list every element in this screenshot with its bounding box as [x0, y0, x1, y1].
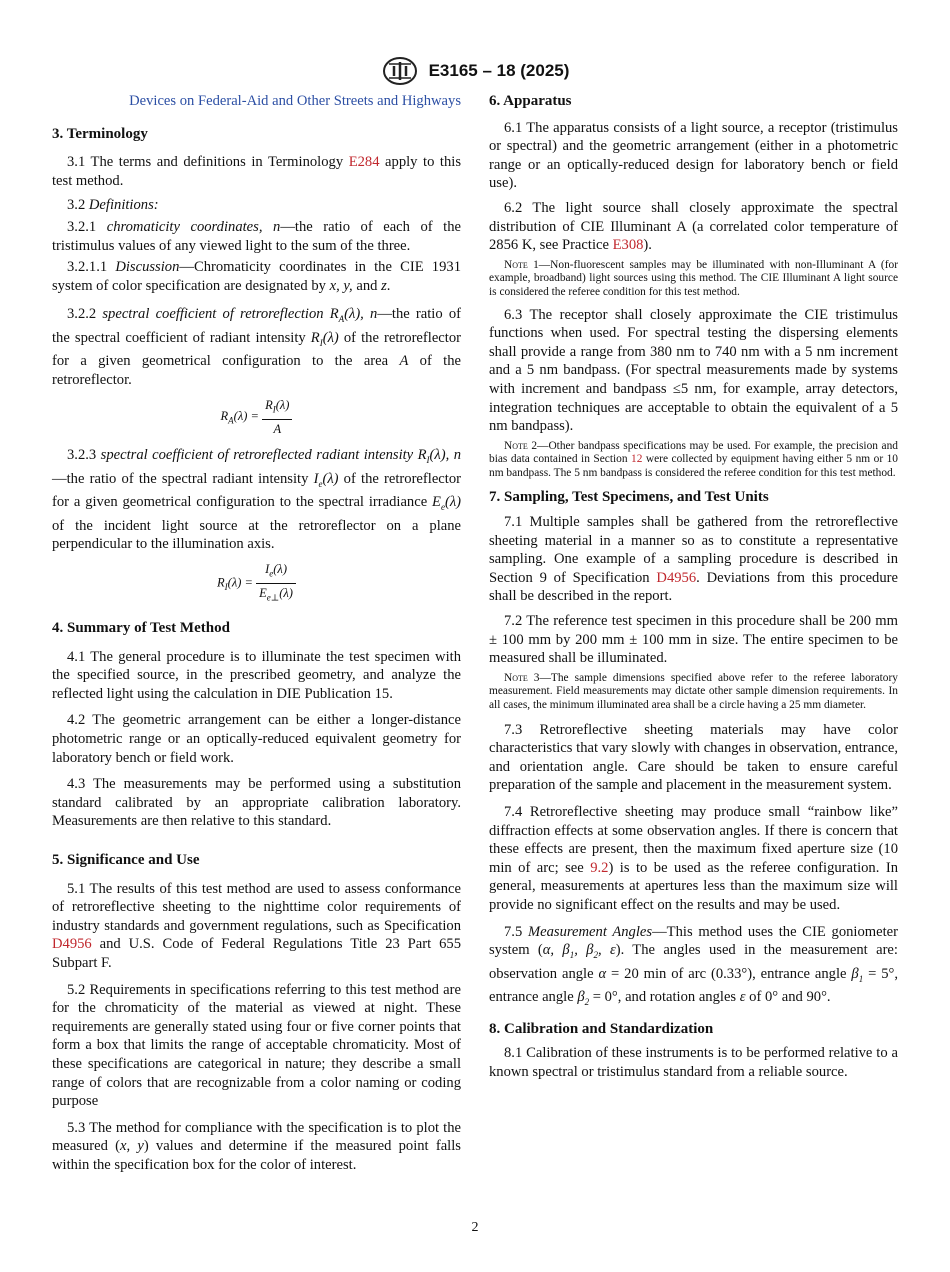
page-header: [0, 56, 950, 86]
para-3-1: 3.1 The terms and definitions in Terminology E284 apply to this test method.: [52, 154, 462, 189]
link-9-2[interactable]: 9.2: [590, 859, 609, 876]
section-3-title: 3. Terminology: [52, 125, 148, 142]
para-7-2: 7.2 The reference test specimen in this procedure shall be 200 mm ± 100 mm by 200 mm ± 100 mm in size. The entire specimen to be measured shall be illuminated.: [489, 613, 898, 667]
para-3-2-3: 3.2.3 spectral coefficient of retroreflected radiant intensity $R_I(\lambda)$, n—the ratio of the spectral radiant intensity $I_e(\lambda)$ of the retroreflector for a given geometrical configuration to the spectral irradiance $E_e(\lambda)$ of the incident light source at the retroreflector on a plane perpendicular to the illumination axis.: [52, 447, 461, 553]
equation-2: $R_I(\lambda)$ = $\frac{I_e(\lambda)}{E_{e\perp}(\lambda)}$: [52, 560, 461, 607]
page-number: 2: [471, 1220, 479, 1235]
note-1: Note 1—Non-fluorescent samples may be illuminated with non-Illuminant A (for example, broadband) light sources using this method. The CIE Illuminant A light source is considered the referee condition for this test method.: [489, 258, 898, 298]
para-6-3: 6.3 The receptor shall closely approximate the CIE tristimulus functions when used. For spectral testing the dispersing elements shall provide a range from 380 nm to 740 nm with a 5 nm increment and a 5 nm bandpass. (For spectral measurements made by systems with increment and bandpass ≤5 nm, for example, array detectors, integration techniques are acceptable to obtain the equivalent of a 5 nm bandpass).: [489, 306, 898, 435]
link-e284[interactable]: E284: [348, 154, 380, 171]
para-6-2: 6.2 The light source shall closely approximate the spectral distribution of CIE Illuminant A (a correlated color temperature of 2856 K, see Practice E308).: [489, 199, 898, 254]
para-6-1: 6.1 The apparatus consists of a light source, a receptor (tristimulus or spectral) and the geometric arrangement (either in a photometric range or an optically-reduced design for laboratory bench or field use).: [489, 119, 898, 192]
equation-1: $R_A(\lambda)$ = $\frac{R_I(\lambda)}{A}$: [52, 396, 461, 439]
para-3-2-1-1: 3.2.1.1 Discussion—Chromaticity coordinates in the CIE 1931 system of color specification are designated by x, y, and z.: [52, 259, 461, 294]
para-5-2: 5.2 Requirements in specifications referring to this test method are for the chromaticity of the material as viewed at night. These requirements are generally stated using four or five corner points that form a box that limits the range of acceptable chromaticity. Most of these specifications are categorical in nature; they describe a small range of colors that are recognizable from a color naming or coding purpose: [52, 981, 461, 1110]
carry-over-link[interactable]: Devices on Federal-Aid and Other Streets and Highways: [129, 93, 461, 109]
para-7-3: 7.3 Retroreflective sheeting materials may have color characteristics that vary slowly with changes in observation, entrance, and orientation angle. Care should be taken to ensure careful preparation of the sample and placement in the measurement system.: [489, 721, 898, 794]
note-2: Note 2—Other bandpass specifications may be used. For example, the precision and bias data contained in Section 12 were collected by equipment having either 5 nm or 10 nm bandpass. The 5 nm bandpass is considered the referee condition for this test method.: [489, 439, 898, 479]
para-7-4: 7.4 Retroreflective sheeting may produce small “rainbow like” diffraction effects at some observation angles. If there is concern that these effects are present, then the maximum fixed aperture size (10 min of arc; see 9.2) is to be used as the referee configuration. In general, measurements at apertures less than the maximum size will provide no significant effect on the results and may be used.: [489, 803, 898, 913]
para-5-1: 5.1 The results of this test method are used to assess conformance of retroreflective sheeting to the nighttime color requirements of industry standards and government regulations, such as Specification D4956 and U.S. Code of Federal Regulations Title 23 Part 655 Subpart F.: [52, 880, 461, 971]
para-3-2: 3.2 Definitions:: [67, 197, 159, 214]
para-7-1: 7.1 Multiple samples shall be gathered from the retroreflective sheeting material in a manner so as to constitute a representative sampling. One example of a sampling procedure is described in Section 9 of Specification D4956. Deviations from this procedure shall be described in the report.: [489, 514, 898, 605]
para-4-3: 4.3 The measurements may be performed using a substitution standard calibrated by an appropriate calibration laboratory. Measurements are then relative to this standard.: [52, 776, 461, 830]
link-d4956-2[interactable]: D4956: [656, 569, 697, 586]
link-d4956[interactable]: D4956: [52, 936, 92, 953]
note-3: Note 3—The sample dimensions specified above refer to the referee laboratory measurement. Field measurements may dictate other sample dimension requirements. In all cases, the minimum illuminated area shall be a circle having a 25 mm diameter.: [489, 671, 898, 711]
para-3-2-1: 3.2.1 chromaticity coordinates, n—the ratio of each of the tristimulus values of any viewed light to the sum of the three.: [52, 218, 461, 254]
link-e308[interactable]: E308: [612, 237, 644, 254]
right-column: [489, 92, 898, 1081]
section-8-title: 8. Calibration and Standardization: [489, 1020, 714, 1037]
para-7-5: 7.5 Measurement Angles—This method uses the CIE goniometer system (α, $\beta_1$, $\beta_2$, ε). The angles used in the measurement are: observation angle α = 20 min of arc (0.33°), entrance angle $\beta_1 = 5^\circ$, entrance angle $\beta_2 = 0^\circ$, and rotation angles ε of 0° and 90°.: [489, 923, 899, 1008]
link-section-12[interactable]: 12: [631, 453, 643, 466]
astm-logo: [381, 56, 419, 86]
para-4-1: 4.1 The general procedure is to illuminate the test specimen with the specified source, in the prescribed geometry, and analyze the reflected light using the calculation in DIE Publication 15.: [52, 648, 461, 702]
section-7-title: 7. Sampling, Test Specimens, and Test Units: [489, 489, 769, 506]
section-4-title: 4. Summary of Test Method: [52, 620, 230, 637]
para-5-3: 5.3 The method for compliance with the specification is to plot the measured (x, y) values and determine if the measured point falls within the specification box for the color of interest.: [52, 1119, 461, 1173]
designation: E3165 – 18 (2025): [428, 61, 570, 80]
para-3-2-2: 3.2.2 spectral coefficient of retroreflection $R_A(\lambda)$, n—the ratio of the spectral coefficient of radiant intensity $R_I(\lambda)$ of the retroreflector for a given geometrical configuration to the area A of the retroreflector.: [52, 306, 461, 388]
section-6-title: 6. Apparatus: [489, 93, 572, 109]
para-4-2: 4.2 The geometric arrangement can be either a longer-distance photometric range or an optically-reduced equivalent geometry for laboratory bench or field work.: [52, 712, 461, 766]
left-column: [52, 92, 461, 1175]
para-8-1: 8.1 Calibration of these instruments is to be performed relative to a known spectral or tristimulus standard from a reliable source.: [489, 1045, 898, 1080]
section-5-title: 5. Significance and Use: [52, 852, 200, 869]
